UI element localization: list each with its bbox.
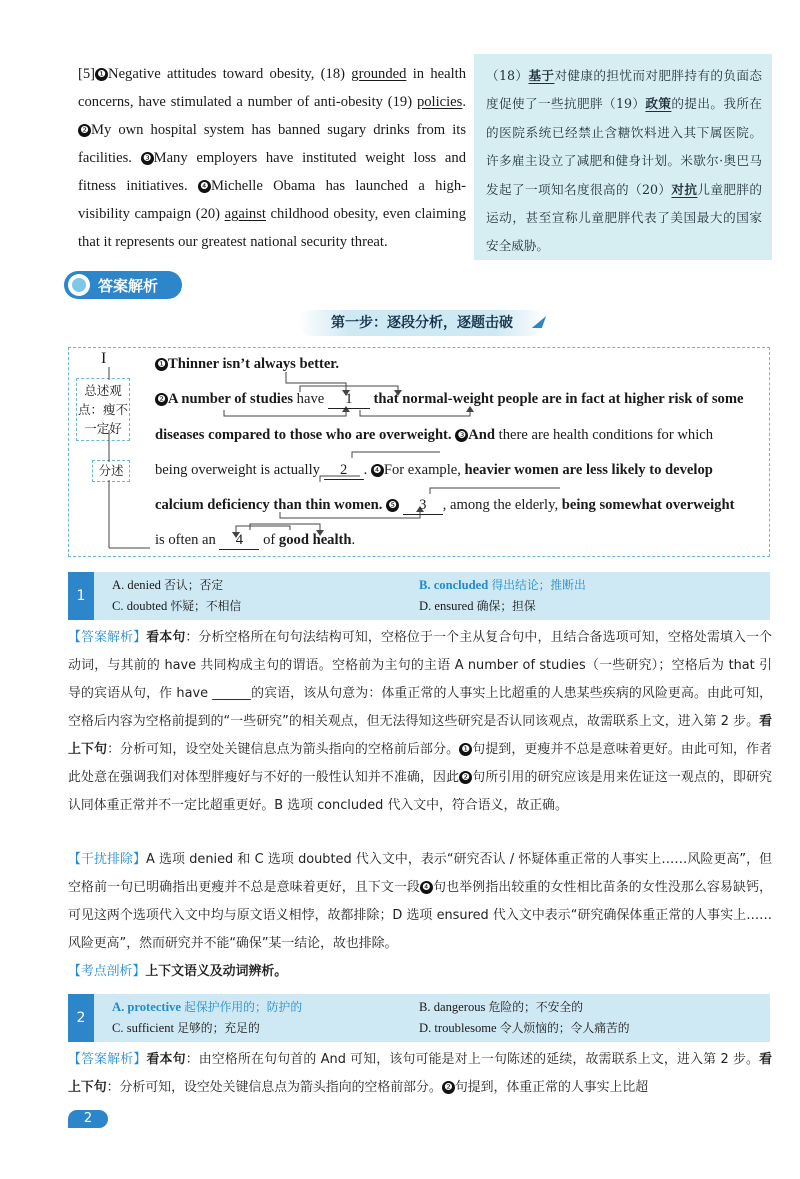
option-en: B. dangerous: [419, 1000, 486, 1014]
blank-3: 3: [403, 497, 443, 515]
analysis-line-6: [155, 532, 355, 550]
analysis-text: And: [468, 427, 496, 443]
analysis-line-1: [155, 356, 339, 373]
analysis-text: ：由空格所在句句首的 And 可知，该句可能是对上一句陈述的延续，故需联系上文，进入第 2 步。: [185, 1052, 760, 1067]
option-en: A. denied: [112, 578, 161, 592]
blank-4: 4: [219, 532, 259, 550]
arrow-line: [286, 372, 346, 392]
paragraph-roman-numeral: I: [101, 350, 107, 367]
translation-key-18: 基于: [528, 68, 555, 83]
q2-answer-analysis: [68, 1046, 772, 1102]
translation-key-20: 对抗: [671, 181, 698, 197]
option-cn: 危险的；不安全的: [488, 1000, 584, 1014]
option-cn: 确保；担保: [476, 599, 536, 613]
arrow-line: [360, 410, 470, 416]
analysis-text: have: [293, 391, 328, 407]
arrow-line: [352, 452, 440, 458]
answer-word-19: policies: [416, 94, 463, 110]
analysis-lead: 看上下句: [68, 1052, 773, 1095]
analysis-text: 句提到，体重正常的人事实上比超: [454, 1080, 649, 1095]
q1-point-analysis: [68, 958, 772, 986]
blank-2: 2: [324, 462, 364, 480]
option-cn: 足够的；充足的: [177, 1021, 260, 1035]
analysis-lead: 看本句: [146, 1052, 186, 1067]
analysis-text: ：分析可知，设空处关键信息点为箭头指向的空格前部分。: [106, 1080, 442, 1095]
analysis-text: ：分析可知，设空处关键信息点为箭头指向的空格前后部分。: [107, 742, 460, 757]
analysis-text: 上下文语义及动词辨析。: [145, 964, 288, 979]
translation-key-19: 政策: [645, 96, 672, 112]
sentence-marker-3: ❸: [141, 152, 154, 165]
passage-text: Many employers have instituted weight loss and fitness initiatives.: [78, 150, 466, 194]
sentence-marker-2: ❷: [442, 1081, 455, 1094]
analysis-line-4: [155, 462, 713, 480]
option-en: D. troublesome: [419, 1021, 497, 1035]
point-tag: 【考点剖析】: [68, 964, 146, 979]
analysis-text: being somewhat overweight: [561, 497, 735, 513]
arrow-line: [430, 488, 560, 494]
sentence-marker-1: ❶: [155, 358, 168, 371]
option-en: C. sufficient: [112, 1021, 175, 1035]
sentence-marker-5: ❺: [386, 499, 399, 512]
q1-option-c[interactable]: [112, 597, 241, 614]
analysis-text: , among the elderly,: [442, 497, 562, 513]
blank-1: 1: [328, 391, 370, 409]
answer-word-20: against: [224, 206, 266, 222]
sentence-marker-2: ❷: [459, 771, 472, 784]
q1-answer-analysis: [68, 624, 772, 820]
analysis-text: ：分析空格所在句句法结构可知，空格位于一个主从复合句中，且结合备选项可知，空格处需填入一个动词，与其前的 have 共同构成主句的谓语。空格前为主句的主语 A number of studies（一些研究）；空格后为 that 引导的宾语从句，作 have ______的宾语，该从句意为：体重正常的人事实上比超重的人患某些疾病的风险更高。由此可知，空格后内容为空格前提到的“一些研究”的相关观点，但无法得知这些研究是否认同该观点，故需联系上文，进入第 2 步。: [68, 630, 773, 729]
analysis-line-3: [155, 427, 713, 444]
arrow-line: [224, 410, 346, 416]
analysis-text: For example,: [383, 462, 465, 478]
passage-text: childhood obesity, even claiming that it represents our greatest national security threat.: [78, 206, 467, 250]
answer-word-18: grounded: [351, 66, 407, 82]
sentence-marker-4: ❹: [198, 180, 211, 193]
sentence-marker-1: ❶: [459, 743, 472, 756]
q1-distractor-analysis: [68, 846, 772, 958]
sentence-marker-2: ❷: [155, 393, 168, 406]
sentence-marker-2: ❷: [78, 124, 91, 137]
option-en: C. doubted: [112, 599, 168, 613]
analysis-text: good health: [278, 532, 352, 548]
paragraph-number: [5]: [78, 66, 96, 82]
analysis-text: diseases compared to those who are overweight.: [155, 427, 452, 443]
analysis-line-2: [155, 391, 743, 409]
analysis-text: there are health conditions for which: [495, 427, 714, 443]
translation-text: 对健康的担忧而对肥胖持有的负面态度促使了一些抗肥胖（19）: [486, 68, 763, 112]
answer-tag: 【答案解析】: [68, 1052, 147, 1067]
passage-text: Michelle Obama has launched a high-visibility campaign (20): [78, 178, 466, 222]
sentence-marker-4: ❹: [420, 881, 433, 894]
sentence-marker-4: ❹: [371, 464, 384, 477]
option-cn: 令人烦恼的；令人痛苦的: [499, 1021, 630, 1035]
translation-text: 儿童肥胖的运动，甚至宣称儿童肥胖代表了美国最大的国家安全威胁。: [486, 181, 763, 254]
sentence-marker-3: ❸: [455, 429, 468, 442]
analysis-text: A number of studies: [168, 391, 294, 407]
sentence-marker-1: ❶: [95, 68, 108, 81]
answer-tag: 【答案解析】: [68, 630, 147, 645]
analysis-line-5: [155, 497, 734, 515]
analysis-lead: 看上下句: [68, 714, 772, 757]
option-cn: 得出结论；推断出: [491, 578, 586, 592]
analysis-lead: 看本句: [146, 630, 186, 645]
option-en: A. protective: [112, 1000, 182, 1014]
detail-label: 分述: [92, 460, 130, 482]
question-2-number: 2: [68, 994, 94, 1042]
analysis-text: .: [351, 532, 356, 548]
question-1-number: 1: [68, 572, 94, 620]
page-number: 2: [68, 1110, 108, 1128]
analysis-text: calcium deficiency than thin women.: [155, 497, 383, 513]
passage-text: Negative attitudes toward obesity, (18): [108, 66, 352, 82]
q1-option-d[interactable]: [419, 597, 536, 614]
option-en: B. concluded: [419, 578, 489, 592]
option-cn: 否认；否定: [164, 578, 224, 592]
analysis-text: A 选项 denied 和 C 选项 doubted 代入文中，表示“研究否认 / 怀疑体重正常的人事实上……风险更高”，但空格前一句已明确指出更瘦并不总是意味着更好，且下文一段: [68, 852, 773, 895]
analysis-text: 句提到，更瘦并不总是意味着更好。由此可知，作者此处意在强调我们对体型胖瘦好与不好的一般性认知并不准确，因此: [68, 742, 773, 785]
q1-option-b-correct[interactable]: [419, 576, 586, 593]
analysis-text: is often an: [155, 532, 220, 548]
analysis-text: .: [363, 462, 371, 478]
q2-option-d[interactable]: [419, 1019, 630, 1036]
analysis-text: that normal-weight people are in fact at higher risk of some: [369, 391, 744, 407]
arrow-line: [250, 524, 320, 532]
translation-text: （18）: [486, 68, 529, 83]
q2-option-b[interactable]: [419, 998, 583, 1015]
analysis-text: being overweight is actually: [155, 462, 324, 478]
analysis-text: 句也举例指出较重的女性相比苗条的女性没那么容易缺钙，可见这两个选项代入文中均与原文语义相悖，故都排除；D 选项 ensured 代入文中表示“研究确保体重正常的人事实上……风险更高”，然而研究并不能“确保”某一结论，故也排除。: [68, 880, 773, 951]
distractor-tag: 【干扰排除】: [68, 852, 147, 867]
option-en: D. ensured: [419, 599, 474, 613]
q2-option-a-correct[interactable]: [112, 998, 302, 1015]
analysis-text: 句所引用的研究应该是用来佐证这一观点的，即研究认同体重正常并不一定比超重更好。B 选项 concluded 代入文中，符合语义，故正确。: [68, 770, 773, 813]
step-title: 第一步：逐段分析，逐题击破: [298, 310, 546, 336]
option-cn: 起保护作用的；防护的: [184, 1000, 303, 1014]
passage-text: My own hospital system has banned sugary drinks from its facilities.: [78, 122, 466, 166]
translation-text: 的提出。我所在的医院系统已经禁止含糖饮料进入其下属医院。许多雇主设立了减肥和健身计划。米歇尔·奥巴马发起了一项知名度很高的（20）: [486, 96, 763, 197]
q1-option-a[interactable]: [112, 576, 223, 593]
q2-option-c[interactable]: [112, 1019, 260, 1036]
analysis-text: heavier women are less likely to develop: [464, 462, 713, 478]
analysis-text: Thinner isn’t always better.: [168, 356, 340, 372]
passage-text: in health concerns, have stimulated a number of anti-obesity (19): [78, 66, 466, 110]
analysis-text: of: [259, 532, 279, 548]
section-title: 答案解析: [98, 277, 159, 295]
passage-text: .: [462, 94, 466, 110]
option-cn: 怀疑；不相信: [170, 599, 242, 613]
summary-label: 总述观点：瘦不一定好: [76, 378, 130, 441]
